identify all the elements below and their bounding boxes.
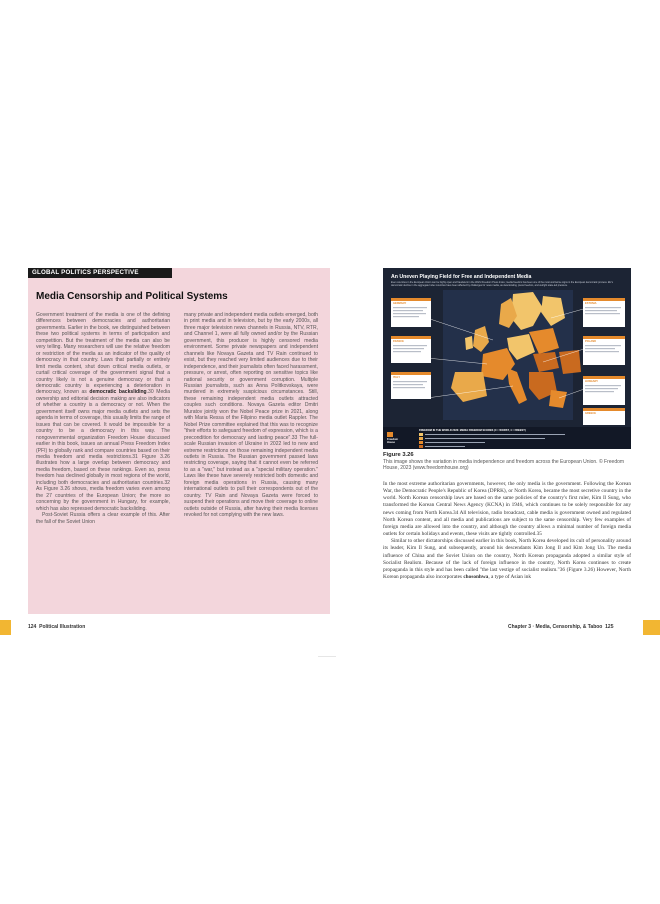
gutter-mark <box>318 656 336 657</box>
legend-title: FREEDOM IN THE WORLD 2023: MEDIA FREEDOM SCORES (0 = WORST, 4 = FREEST) <box>419 429 526 432</box>
callout-lines <box>391 379 431 397</box>
map-subtitle: Even countries in the European Union can be highly open and fraudulent in the World Freedom Press Index; media freedom has been one of the most worrisome signs in the European democratic process. EU's democratic decline in the aggregate Index countries have been affected by challenges for news media, as deteriorating, press freedom, and outright state-led pressure. <box>391 281 613 287</box>
legend-row <box>419 445 465 448</box>
callout-lines <box>583 343 625 363</box>
page-number: 125 <box>605 624 614 630</box>
perspective-banner: GLOBAL POLITICS PERSPECTIVE <box>28 268 172 278</box>
freedom-house-logo <box>387 432 413 446</box>
callout-lines <box>391 305 431 325</box>
sidebar-column-left <box>36 312 170 525</box>
body-text <box>383 481 631 581</box>
legend-row <box>419 433 565 436</box>
logo-text: Freedom House <box>387 438 398 444</box>
callout-lines <box>583 383 625 403</box>
figure-caption: This image shows the variation in media independence and freedom across the European Union. © Freedom House, 2023 (www.freedomhouse.org) <box>383 459 625 472</box>
legend-row <box>419 441 485 444</box>
callout-hungary <box>583 376 625 405</box>
page-number: 124 <box>28 624 37 630</box>
running-head: Chapter 3 · Media, Censorship, & Taboo <box>508 624 603 630</box>
chapter-tab-left <box>0 620 11 635</box>
sidebar-title: Media Censorship and Political Systems <box>36 291 228 302</box>
media-freedom-map <box>383 268 631 449</box>
body-paragraph: In the most extreme authoritarian governments, however, the only media is the government. Following the Korean War, the Democratic People's Republic of Korea (DPRK), or North Korea, became the most secretive country in the world. North Korean censorship laws are based on the same policies of the country's first ruler, Kim Il Sung, who transformed the Korean Central News Agency (KCNA) in 1946, which continues to be solely responsible for any news coming from North Korea.34 All television, radio broadcast, cable media is government owned and regulated North Korean content, and all media and publications are subject to the same censorship. Very few examples of foreign media are allowed into the country, and although the country allows a minimal number of foreign media outlets for certain holidays and events, these visits are tightly controlled.35 <box>383 481 631 538</box>
para-text: Government treatment of the media is one of the defining differences between democracies and authoritarian governments. Earlier in the book, we distinguished between these two political systems in terms of participation and competition. But the treatment of the media can also be very telling. Many researchers will use the relative freedom or restriction of the media as an indicator of the quality of democracy in that country. Laws that partially or entirely limit media content, shut down critical media outlets, or curtail critical coverage of the government signal that a country likely is not a genuine democracy or that a democratic country is experiencing a deterioration in democracy, known as <box>36 312 170 396</box>
running-head: Political Illustration <box>39 624 86 630</box>
callout-estonia <box>583 298 625 327</box>
body-paragraph <box>383 538 631 581</box>
map-title: An Uneven Playing Field for Free and Independent Media <box>391 274 532 280</box>
sidebar-column-right <box>184 312 318 519</box>
callout-germany <box>391 298 431 327</box>
callout-heading: GERMANY <box>393 302 407 305</box>
callout-heading: GREECE <box>585 412 596 415</box>
callout-poland <box>583 336 625 365</box>
key-term: chosonhwa <box>463 574 489 581</box>
sidebar-paragraph <box>36 312 170 512</box>
callout-lines <box>391 343 431 361</box>
map-legend <box>383 427 631 449</box>
para-text: .30 Media ownership and editorial decision making are also indicators of whether a country is a democracy or not. When the government itself owns major media outlets and sets the agenda in terms of coverage, this usually limits the range of issues that can be covered. It would be impossible for a country to be a democracy in this way. The nongovernmental organization Freedom House discussed earlier in this book, issues an annual Press Freedom Index (PFI) to globally rank and compare countries based on their media freedom and media restrictions.31 Figure 3.26 illustrates how a large overlap between democracy and media freedom, based on these rankings. Even so, press freedom has declined globally in most regions of the world, including both democracies and authoritarian countries.32 As Figure 3.26 shows, media freedom varies even among the 27 countries of the European Union; the more so concerning by the government in Hungary, for example, which has also repressed democratic backsliding. <box>36 389 170 512</box>
callout-france <box>391 336 431 363</box>
callout-heading: ESTONIA <box>585 302 597 305</box>
para-text: , a type of Asian ink <box>488 574 532 581</box>
callout-heading: HUNGARY <box>585 380 599 383</box>
callout-italy <box>391 372 431 399</box>
folio-right <box>508 624 614 630</box>
folio-left <box>28 624 85 630</box>
callout-lines <box>583 305 625 325</box>
para-text: Similar to other dictatorships discussed earlier in this book, North Korea developed its cult of personality around its leader, Kim Il Sung, and subsequently, around his descendants Kim Jong Il and Kim Jong Un. The media influence of China and the Soviet Union on the country, North Korean propaganda adopted a similar style of Socialist Realism. Because of the lack of foreign influence in the country, North Korea continues to create propaganda in this style and has been called "the last vestige of socialist realism."36 (Figure 3.26) However, North Korean propaganda also incorporates <box>383 538 631 581</box>
callout-heading: ITALY <box>393 376 401 379</box>
figure-label: Figure 3.26 <box>383 452 414 458</box>
logo-mark-icon <box>387 432 393 437</box>
callout-heading: POLAND <box>585 340 596 343</box>
key-term: democratic backsliding <box>89 389 147 396</box>
sidebar-paragraph: Post-Soviet Russia offers a clear example of this. After the fall of the Soviet Union <box>36 512 170 525</box>
callout-heading: FRANCE <box>393 340 404 343</box>
chapter-tab-right <box>643 620 660 635</box>
sidebar-paragraph: many private and independent media outlets emerged, both in print media and in television, but by the early 2000s, all three major television news channels in Russia, NTV, RTR, and Channel 1, were all fully owned and/or by the Russian government, this producer is highly censored media environment. Some private newspapers and independent channels like Novaya Gazeta and TV Rain continued to exist, but they reached very limited audiences due to their independence, and their journalists often faced harassment, pressure, or arrest, often reporting on sensitive topics like national security or government corruption. Multiple Russian journalists, such as Anna Politkovskaya, were murdered in extremely suspicious circumstances. Still, these remaining independent media outlets attracted couples such conditions. Novaya Gazeta editor Dmitri Muratov jointly won the Nobel Peace prize in 2021, along with Maria Ressa of the Filipino media outlet Rappler. The Nobel Prize committee explained that this was to recognize "their efforts to safeguard freedom of expression, which is a precondition for democracy and lasting peace".33 The full-scale Russian invasion of Ukraine in 2022 led to new and extreme restrictions on those remaining independent media outlets in Russia. The Russian government passed laws restricting coverage, saying that it cannot even be referred to as a "war," but instead as a "special military operation." Laws like these have severely restricted both domestic and foreign media operations in Russia, causing many international outlets to pull their correspondents out of the country. TV Rain and Novaya Gazeta were forced to suspend their operations and move their coverage to online outlets outside of Russia, after having their media licenses revoked for not complying with the new laws. <box>184 312 318 519</box>
legend-row <box>419 437 545 440</box>
callout-greece <box>583 408 625 425</box>
